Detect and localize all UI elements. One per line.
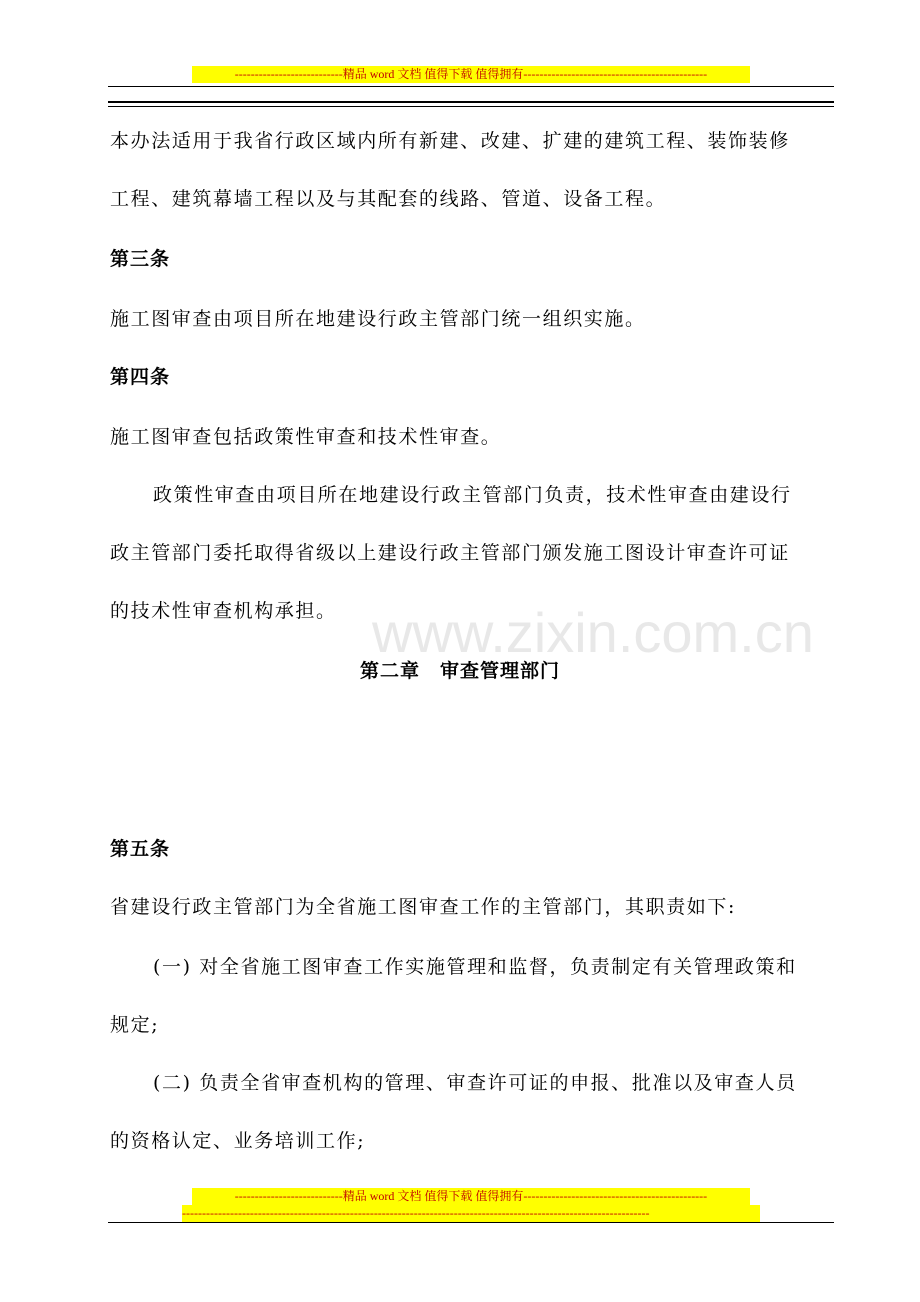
article-5-title: 第五条 bbox=[110, 838, 171, 860]
list-item-2: (二) 负责全省审查机构的管理、审查许可证的申报、批准以及审查人员 bbox=[153, 1072, 797, 1094]
footer-rule bbox=[108, 1222, 834, 1223]
watermark: www.zixin.com.cn bbox=[372, 601, 814, 664]
header-rule-top bbox=[108, 86, 834, 87]
article-5-text: 省建设行政主管部门为全省施工图审查工作的主管部门，其职责如下: bbox=[110, 896, 737, 918]
footer-banner: ---------------------------精品 word 文档 值得下载 值得拥有---------------------------------------------- bbox=[192, 1188, 750, 1205]
paragraph-line: 工程、建筑幕墙工程以及与其配套的线路、管道、设备工程。 bbox=[110, 188, 667, 210]
list-item-1: (一) 对全省施工图审查工作实施管理和监督，负责制定有关管理政策和 bbox=[153, 956, 797, 978]
list-item-2-cont: 的资格认定、业务培训工作; bbox=[110, 1130, 366, 1152]
article-3-title: 第三条 bbox=[110, 248, 171, 270]
header-rule-bottom bbox=[108, 106, 834, 107]
list-item-1-cont: 规定; bbox=[110, 1014, 160, 1036]
paragraph-line: 的技术性审查机构承担。 bbox=[110, 600, 337, 622]
article-4-title: 第四条 bbox=[110, 366, 171, 388]
footer-dashes: --------------------------------------------------------------------------------------------------------------------- bbox=[182, 1205, 760, 1222]
paragraph-line: 本办法适用于我省行政区域内所有新建、改建、扩建的建筑工程、装饰装修 bbox=[110, 130, 790, 152]
article-3-text: 施工图审查由项目所在地建设行政主管部门统一组织实施。 bbox=[110, 308, 646, 330]
header-banner: ---------------------------精品 word 文档 值得下载 值得拥有---------------------------------------------- bbox=[192, 66, 750, 83]
paragraph-line: 政主管部门委托取得省级以上建设行政主管部门颁发施工图设计审查许可证 bbox=[110, 542, 790, 564]
article-4-text: 施工图审查包括政策性审查和技术性审查。 bbox=[110, 426, 502, 448]
paragraph-line: 政策性审查由项目所在地建设行政主管部门负责，技术性审查由建设行 bbox=[153, 484, 792, 506]
chapter-title: 第二章 审查管理部门 bbox=[359, 660, 560, 682]
header-rule-thick bbox=[108, 101, 834, 103]
